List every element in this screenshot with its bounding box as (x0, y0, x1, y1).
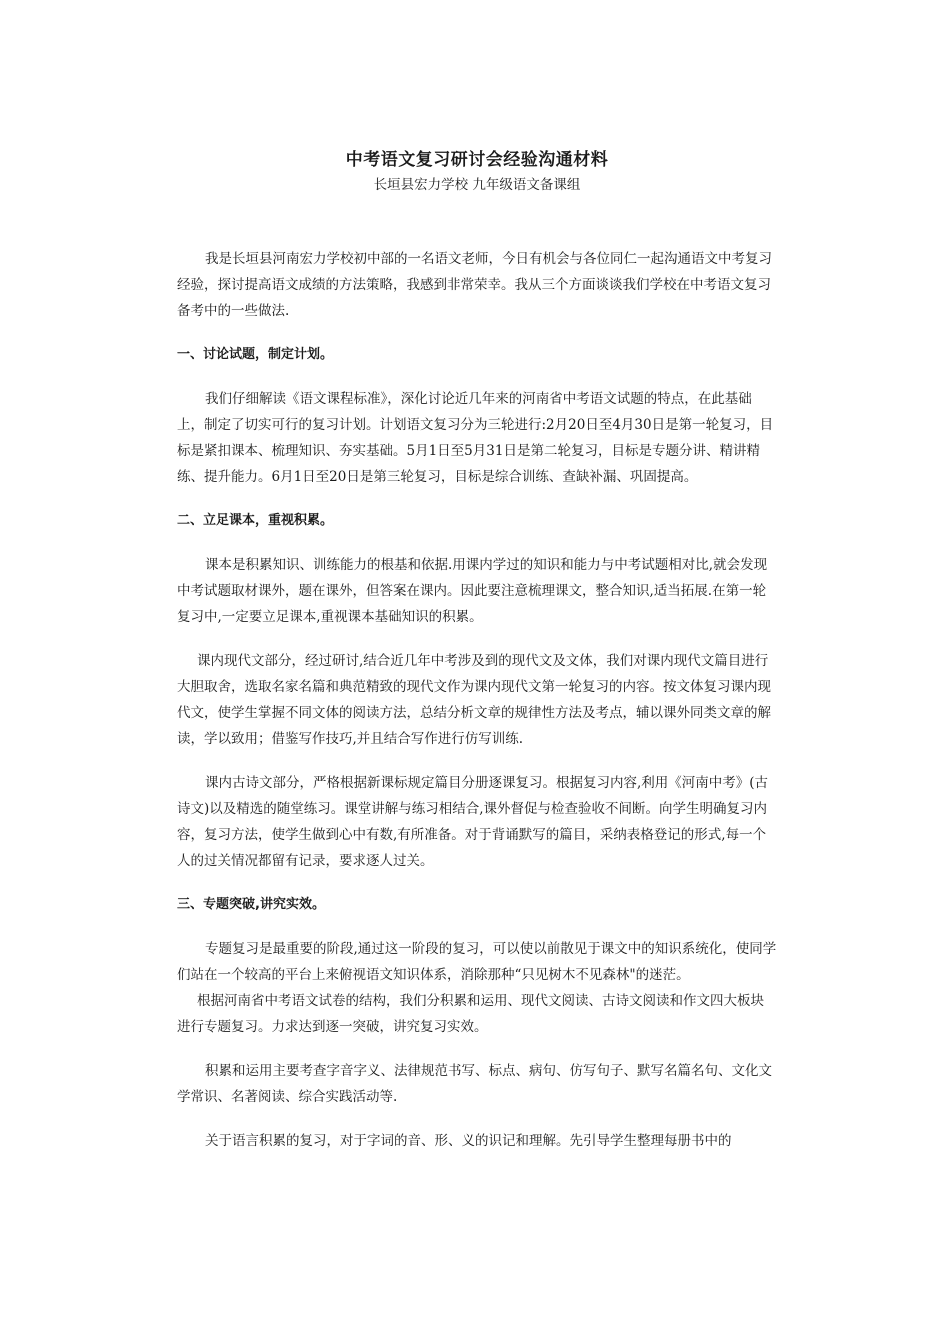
section2-paragraph-1: 课本是积累知识、训练能力的根基和依据.用课内学过的知识和能力与中考试题相对比,就会发现中考试题取材课外，题在课外，但答案在课内。因此要注意梳理课文，整合知识,适当拓展.在第一轮复习中,一定要立足课本,重视课本基础知识的积累。 (177, 557, 768, 625)
section3-paragraph-2: 根据河南省中考语文试卷的结构，我们分积累和运用、现代文阅读、古诗文阅读和作文四大板块进行专题复习。力求达到逐一突破，讲究复习实效。 (177, 993, 764, 1035)
section2-paragraph-2: 课内现代文部分，经过研讨,结合近几年中考涉及到的现代文及文体，我们对课内现代文篇目进行大胆取舍，选取名家名篇和典范精致的现代文作为课内现代文第一轮复习的内容。按文体复习课内现代文，使学生掌握不同文体的阅读方法，总结分析文章的规律性方法及考点，辅以课外同类文章的解读，学以致用；借鉴写作技巧,并且结合写作进行仿写训练. (177, 653, 771, 747)
section1-heading: 一、讨论试题，制定计划。 (177, 347, 334, 362)
section3-paragraph-4: 关于语言积累的复习，对于字词的音、形、义的识记和理解。先引导学生整理每册书中的 (205, 1133, 732, 1149)
intro-paragraph: 我是长垣县河南宏力学校初中部的一名语文老师，今日有机会与各位同仁一起沟通语文中考复习经验，探讨提高语文成绩的方法策略，我感到非常荣幸。我从三个方面谈谈我们学校在中考语文复习备考中的一些做法. (177, 251, 772, 319)
section1-paragraph: 我们仔细解读《语文课程标准》，深化讨论近几年来的河南省中考语文试题的特点，在此基础上，制定了切实可行的复习计划。计划语文复习分为三轮进行:2月20日至4月30日是第一轮复习，目标是紧扣课本、梳理知识、夯实基础。5月1日至5月31日是第二轮复习，目标是专题分讲、精讲精练、提升能力。6月1日至20日是第三轮复习，目标是综合训练、查缺补漏、巩固提高。 (177, 391, 774, 485)
section3-paragraph-1: 专题复习是最重要的阶段,通过这一阶段的复习，可以使以前散见于课文中的知识系统化，使同学们站在一个较高的平台上来俯视语文知识体系，消除那种“只见树木不见森林"的迷茫。 (177, 941, 777, 983)
section2-heading: 二、立足课本，重视积累。 (177, 513, 334, 528)
document-page (177, 148, 777, 1154)
section3-heading: 三、专题突破,讲究实效。 (177, 897, 325, 912)
section2-paragraph-3: 课内古诗文部分，严格根据新课标规定篇目分册逐课复习。根据复习内容,利用《河南中考》(古诗文)以及精选的随堂练习。课堂讲解与练习相结合,课外督促与检查验收不间断。向学生明确复习内容，复习方法，使学生做到心中有数,有所准备。对于背诵默写的篇目，采纳表格登记的形式,每一个人的过关情况都留有记录，要求逐人过关。 (177, 775, 769, 869)
document-title: 中考语文复习研讨会经验沟通材料 (345, 150, 609, 170)
section3-paragraph-3: 积累和运用主要考查字音字义、法律规范书写、标点、病句、仿写句子、默写名篇名句、文化文学常识、名著阅读、综合实践活动等. (177, 1063, 772, 1105)
document-subtitle: 长垣县宏力学校 九年级语文备课组 (373, 177, 581, 193)
